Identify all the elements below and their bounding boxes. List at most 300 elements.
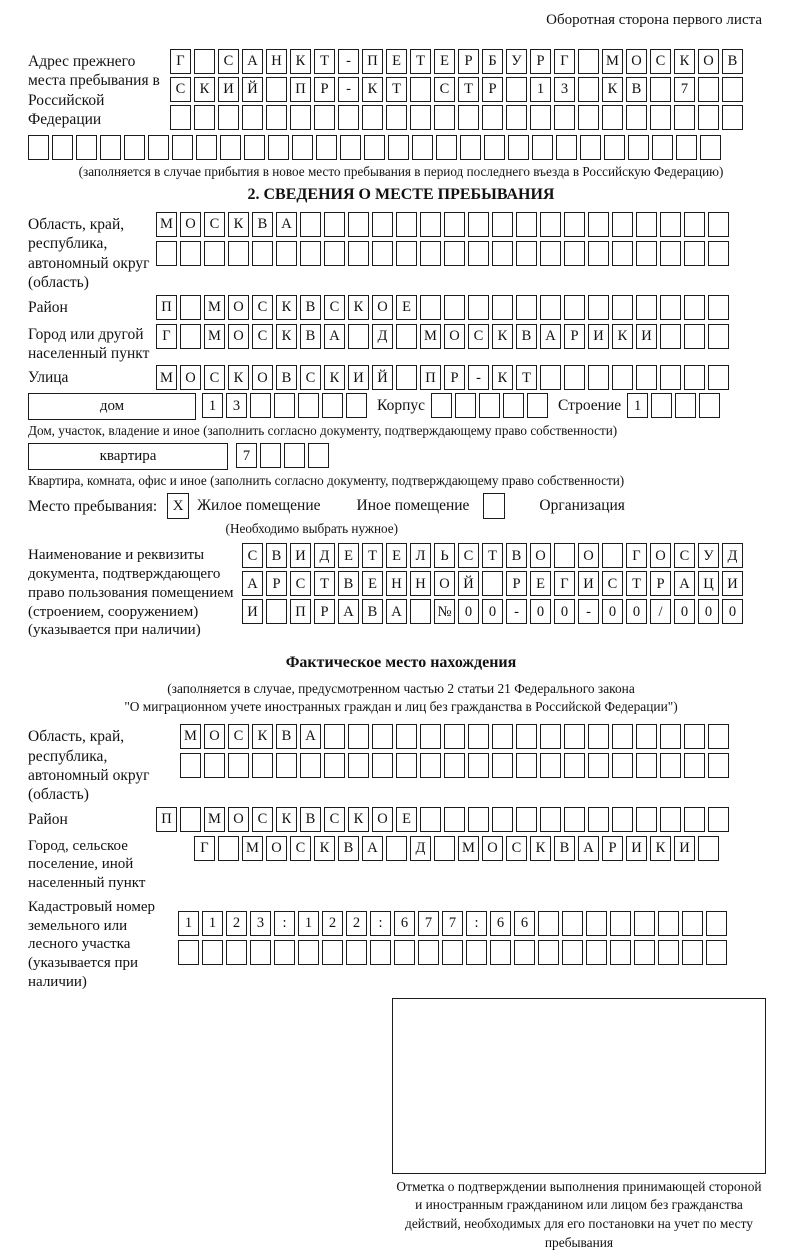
char-cell[interactable]: Р bbox=[314, 77, 335, 102]
char-cell[interactable]: 2 bbox=[226, 911, 247, 936]
char-cell[interactable] bbox=[674, 105, 695, 130]
char-cell[interactable] bbox=[682, 911, 703, 936]
char-cell[interactable]: Т bbox=[626, 571, 647, 596]
char-cell[interactable]: Т bbox=[458, 77, 479, 102]
char-cell[interactable] bbox=[466, 940, 487, 965]
char-cell[interactable] bbox=[420, 807, 441, 832]
char-cell[interactable] bbox=[484, 135, 505, 160]
char-cell[interactable]: С bbox=[324, 807, 345, 832]
char-cell[interactable] bbox=[346, 940, 367, 965]
char-cell[interactable] bbox=[508, 135, 529, 160]
char-cell[interactable]: - bbox=[506, 599, 527, 624]
char-cell[interactable]: / bbox=[650, 599, 671, 624]
char-cell[interactable]: К bbox=[674, 49, 695, 74]
char-cell[interactable] bbox=[636, 753, 657, 778]
char-cell[interactable]: Р bbox=[602, 836, 623, 861]
char-cell[interactable] bbox=[218, 836, 239, 861]
char-cell[interactable] bbox=[650, 105, 671, 130]
char-cell[interactable]: С bbox=[290, 571, 311, 596]
char-cell[interactable]: О bbox=[372, 807, 393, 832]
char-cell[interactable] bbox=[244, 135, 265, 160]
char-cell[interactable]: М bbox=[420, 324, 441, 349]
char-cell[interactable] bbox=[431, 393, 452, 418]
char-cell[interactable] bbox=[100, 135, 121, 160]
char-cell[interactable]: Е bbox=[434, 49, 455, 74]
char-cell[interactable] bbox=[514, 940, 535, 965]
char-cell[interactable]: А bbox=[386, 599, 407, 624]
char-cell[interactable]: О bbox=[228, 295, 249, 320]
char-cell[interactable]: 1 bbox=[178, 911, 199, 936]
char-cell[interactable] bbox=[612, 807, 633, 832]
char-cell[interactable] bbox=[722, 77, 743, 102]
char-cell[interactable] bbox=[394, 940, 415, 965]
char-cell[interactable] bbox=[660, 365, 681, 390]
char-cell[interactable] bbox=[706, 911, 727, 936]
char-cell[interactable]: Т bbox=[314, 49, 335, 74]
char-cell[interactable] bbox=[708, 365, 729, 390]
char-cell[interactable] bbox=[444, 212, 465, 237]
char-cell[interactable]: 0 bbox=[482, 599, 503, 624]
char-cell[interactable] bbox=[700, 135, 721, 160]
char-cell[interactable] bbox=[338, 105, 359, 130]
char-cell[interactable] bbox=[540, 365, 561, 390]
char-cell[interactable] bbox=[588, 365, 609, 390]
char-cell[interactable]: К bbox=[492, 324, 513, 349]
char-cell[interactable]: Р bbox=[266, 571, 287, 596]
char-cell[interactable]: С bbox=[602, 571, 623, 596]
char-cell[interactable] bbox=[636, 724, 657, 749]
char-cell[interactable] bbox=[194, 105, 215, 130]
char-cell[interactable]: У bbox=[506, 49, 527, 74]
char-cell[interactable] bbox=[554, 105, 575, 130]
char-cell[interactable] bbox=[250, 940, 271, 965]
char-cell[interactable]: 3 bbox=[554, 77, 575, 102]
char-cell[interactable]: 0 bbox=[458, 599, 479, 624]
char-cell[interactable] bbox=[564, 365, 585, 390]
char-cell[interactable] bbox=[468, 753, 489, 778]
char-cell[interactable] bbox=[492, 212, 513, 237]
char-cell[interactable]: 3 bbox=[250, 911, 271, 936]
char-cell[interactable]: С bbox=[458, 543, 479, 568]
char-cell[interactable]: М bbox=[156, 212, 177, 237]
char-cell[interactable]: Г bbox=[626, 543, 647, 568]
char-cell[interactable] bbox=[52, 135, 73, 160]
char-cell[interactable]: И bbox=[218, 77, 239, 102]
char-cell[interactable]: П bbox=[290, 599, 311, 624]
char-cell[interactable] bbox=[324, 241, 345, 266]
char-cell[interactable]: Д bbox=[722, 543, 743, 568]
char-cell[interactable] bbox=[410, 599, 431, 624]
char-cell[interactable] bbox=[684, 295, 705, 320]
char-cell[interactable] bbox=[626, 105, 647, 130]
char-cell[interactable] bbox=[660, 241, 681, 266]
char-cell[interactable]: О bbox=[252, 365, 273, 390]
char-cell[interactable]: Б bbox=[482, 49, 503, 74]
char-cell[interactable] bbox=[610, 940, 631, 965]
char-cell[interactable]: Т bbox=[362, 543, 383, 568]
char-cell[interactable] bbox=[300, 212, 321, 237]
char-cell[interactable]: Г bbox=[170, 49, 191, 74]
char-cell[interactable] bbox=[492, 241, 513, 266]
char-cell[interactable]: Е bbox=[338, 543, 359, 568]
char-cell[interactable]: М bbox=[204, 295, 225, 320]
char-cell[interactable] bbox=[540, 753, 561, 778]
char-cell[interactable]: С bbox=[468, 324, 489, 349]
char-cell[interactable]: 7 bbox=[418, 911, 439, 936]
char-cell[interactable]: И bbox=[242, 599, 263, 624]
char-cell[interactable] bbox=[298, 393, 319, 418]
char-cell[interactable]: Р bbox=[650, 571, 671, 596]
char-cell[interactable]: 1 bbox=[530, 77, 551, 102]
char-cell[interactable]: К bbox=[492, 365, 513, 390]
char-cell[interactable]: В bbox=[276, 365, 297, 390]
char-cell[interactable] bbox=[124, 135, 145, 160]
char-cell[interactable] bbox=[684, 241, 705, 266]
char-cell[interactable] bbox=[698, 836, 719, 861]
char-cell[interactable] bbox=[602, 105, 623, 130]
char-cell[interactable]: : bbox=[274, 911, 295, 936]
char-cell[interactable] bbox=[660, 295, 681, 320]
char-cell[interactable] bbox=[516, 753, 537, 778]
char-cell[interactable] bbox=[658, 911, 679, 936]
char-cell[interactable]: 1 bbox=[627, 393, 648, 418]
char-cell[interactable] bbox=[298, 940, 319, 965]
char-cell[interactable] bbox=[308, 443, 329, 468]
char-cell[interactable] bbox=[418, 940, 439, 965]
char-cell[interactable] bbox=[492, 724, 513, 749]
char-cell[interactable] bbox=[442, 940, 463, 965]
char-cell[interactable]: О bbox=[650, 543, 671, 568]
char-cell[interactable]: И bbox=[626, 836, 647, 861]
char-cell[interactable]: : bbox=[370, 911, 391, 936]
char-cell[interactable]: 3 bbox=[226, 393, 247, 418]
char-cell[interactable]: Л bbox=[410, 543, 431, 568]
char-cell[interactable] bbox=[652, 135, 673, 160]
char-cell[interactable]: О bbox=[626, 49, 647, 74]
char-cell[interactable]: 7 bbox=[674, 77, 695, 102]
char-cell[interactable]: Н bbox=[410, 571, 431, 596]
char-cell[interactable] bbox=[684, 807, 705, 832]
char-cell[interactable] bbox=[516, 724, 537, 749]
char-cell[interactable] bbox=[699, 393, 720, 418]
char-cell[interactable] bbox=[684, 212, 705, 237]
char-cell[interactable]: А bbox=[338, 599, 359, 624]
char-cell[interactable]: Р bbox=[444, 365, 465, 390]
char-cell[interactable]: В bbox=[300, 324, 321, 349]
char-cell[interactable] bbox=[612, 241, 633, 266]
char-cell[interactable]: К bbox=[348, 295, 369, 320]
char-cell[interactable]: Г bbox=[554, 571, 575, 596]
char-cell[interactable] bbox=[396, 241, 417, 266]
char-cell[interactable] bbox=[651, 393, 672, 418]
char-cell[interactable] bbox=[314, 105, 335, 130]
char-cell[interactable] bbox=[172, 135, 193, 160]
char-cell[interactable] bbox=[540, 241, 561, 266]
char-cell[interactable] bbox=[660, 753, 681, 778]
char-cell[interactable]: К bbox=[348, 807, 369, 832]
char-cell[interactable] bbox=[540, 724, 561, 749]
char-cell[interactable] bbox=[516, 212, 537, 237]
char-cell[interactable] bbox=[490, 940, 511, 965]
char-cell[interactable] bbox=[658, 940, 679, 965]
char-cell[interactable] bbox=[564, 724, 585, 749]
char-cell[interactable] bbox=[554, 543, 575, 568]
char-cell[interactable] bbox=[194, 49, 215, 74]
char-cell[interactable] bbox=[410, 105, 431, 130]
char-cell[interactable] bbox=[348, 212, 369, 237]
char-cell[interactable]: Д bbox=[372, 324, 393, 349]
char-cell[interactable] bbox=[346, 393, 367, 418]
char-cell[interactable] bbox=[684, 365, 705, 390]
char-cell[interactable]: 1 bbox=[202, 393, 223, 418]
char-cell[interactable]: К bbox=[290, 49, 311, 74]
char-cell[interactable]: 7 bbox=[236, 443, 257, 468]
char-cell[interactable]: Е bbox=[396, 295, 417, 320]
char-cell[interactable] bbox=[180, 295, 201, 320]
char-cell[interactable] bbox=[634, 911, 655, 936]
char-cell[interactable] bbox=[588, 212, 609, 237]
char-cell[interactable]: Е bbox=[530, 571, 551, 596]
char-cell[interactable]: С bbox=[506, 836, 527, 861]
char-cell[interactable]: А bbox=[674, 571, 695, 596]
char-cell[interactable]: О bbox=[434, 571, 455, 596]
char-cell[interactable] bbox=[564, 212, 585, 237]
char-cell[interactable]: 6 bbox=[514, 911, 535, 936]
char-cell[interactable]: Й bbox=[242, 77, 263, 102]
char-cell[interactable] bbox=[612, 724, 633, 749]
char-cell[interactable]: № bbox=[434, 599, 455, 624]
char-cell[interactable] bbox=[396, 724, 417, 749]
char-cell[interactable] bbox=[178, 940, 199, 965]
char-cell[interactable]: О bbox=[444, 324, 465, 349]
char-cell[interactable] bbox=[506, 105, 527, 130]
char-cell[interactable] bbox=[170, 105, 191, 130]
char-cell[interactable]: С bbox=[674, 543, 695, 568]
char-cell[interactable] bbox=[660, 724, 681, 749]
char-cell[interactable] bbox=[636, 807, 657, 832]
char-cell[interactable]: К bbox=[362, 77, 383, 102]
char-cell[interactable] bbox=[482, 105, 503, 130]
char-cell[interactable] bbox=[660, 212, 681, 237]
char-cell[interactable] bbox=[300, 241, 321, 266]
char-cell[interactable]: 2 bbox=[346, 911, 367, 936]
char-cell[interactable]: И bbox=[578, 571, 599, 596]
char-cell[interactable] bbox=[386, 105, 407, 130]
char-cell[interactable] bbox=[516, 241, 537, 266]
char-cell[interactable]: 0 bbox=[554, 599, 575, 624]
char-cell[interactable]: - bbox=[338, 49, 359, 74]
char-cell[interactable]: В bbox=[362, 599, 383, 624]
char-cell[interactable] bbox=[586, 911, 607, 936]
char-cell[interactable]: П bbox=[362, 49, 383, 74]
char-cell[interactable]: 1 bbox=[298, 911, 319, 936]
char-cell[interactable] bbox=[564, 241, 585, 266]
char-cell[interactable]: С bbox=[204, 212, 225, 237]
char-cell[interactable] bbox=[538, 911, 559, 936]
char-cell[interactable] bbox=[218, 105, 239, 130]
char-cell[interactable] bbox=[602, 543, 623, 568]
char-cell[interactable]: 1 bbox=[202, 911, 223, 936]
char-cell[interactable]: А bbox=[300, 724, 321, 749]
char-cell[interactable] bbox=[578, 105, 599, 130]
char-cell[interactable]: Й bbox=[458, 571, 479, 596]
char-cell[interactable] bbox=[396, 324, 417, 349]
char-cell[interactable]: Т bbox=[516, 365, 537, 390]
char-cell[interactable] bbox=[388, 135, 409, 160]
char-cell[interactable] bbox=[386, 836, 407, 861]
char-cell[interactable] bbox=[708, 324, 729, 349]
char-cell[interactable] bbox=[220, 135, 241, 160]
char-cell[interactable] bbox=[636, 365, 657, 390]
char-cell[interactable]: П bbox=[156, 295, 177, 320]
char-cell[interactable]: С bbox=[434, 77, 455, 102]
char-cell[interactable] bbox=[372, 753, 393, 778]
char-cell[interactable] bbox=[492, 807, 513, 832]
char-cell[interactable]: Г bbox=[554, 49, 575, 74]
char-cell[interactable]: 0 bbox=[722, 599, 743, 624]
char-cell[interactable]: В bbox=[300, 295, 321, 320]
char-cell[interactable]: В bbox=[276, 724, 297, 749]
char-cell[interactable]: 6 bbox=[490, 911, 511, 936]
char-cell[interactable]: П bbox=[290, 77, 311, 102]
char-cell[interactable]: М bbox=[204, 324, 225, 349]
char-cell[interactable]: И bbox=[722, 571, 743, 596]
char-cell[interactable] bbox=[444, 241, 465, 266]
char-cell[interactable]: К bbox=[612, 324, 633, 349]
char-cell[interactable] bbox=[202, 940, 223, 965]
char-cell[interactable]: Р bbox=[314, 599, 335, 624]
char-cell[interactable] bbox=[682, 940, 703, 965]
char-cell[interactable] bbox=[540, 212, 561, 237]
char-cell[interactable] bbox=[444, 753, 465, 778]
char-cell[interactable] bbox=[562, 940, 583, 965]
char-cell[interactable] bbox=[324, 212, 345, 237]
char-cell[interactable] bbox=[420, 241, 441, 266]
char-cell[interactable] bbox=[348, 241, 369, 266]
char-cell[interactable]: С bbox=[170, 77, 191, 102]
char-cell[interactable]: А bbox=[540, 324, 561, 349]
char-cell[interactable]: Т bbox=[314, 571, 335, 596]
char-cell[interactable] bbox=[564, 807, 585, 832]
char-cell[interactable]: О bbox=[180, 212, 201, 237]
char-cell[interactable] bbox=[588, 753, 609, 778]
char-cell[interactable] bbox=[684, 724, 705, 749]
char-cell[interactable] bbox=[538, 940, 559, 965]
char-cell[interactable]: С bbox=[300, 365, 321, 390]
char-cell[interactable] bbox=[708, 807, 729, 832]
char-cell[interactable] bbox=[348, 753, 369, 778]
char-cell[interactable] bbox=[708, 212, 729, 237]
char-cell[interactable] bbox=[180, 241, 201, 266]
char-cell[interactable] bbox=[370, 940, 391, 965]
char-cell[interactable]: 7 bbox=[442, 911, 463, 936]
char-cell[interactable]: С bbox=[324, 295, 345, 320]
char-cell[interactable]: О bbox=[180, 365, 201, 390]
char-cell[interactable] bbox=[556, 135, 577, 160]
char-cell[interactable]: В bbox=[266, 543, 287, 568]
char-cell[interactable] bbox=[468, 724, 489, 749]
char-cell[interactable] bbox=[322, 393, 343, 418]
char-cell[interactable]: К bbox=[602, 77, 623, 102]
char-cell[interactable] bbox=[444, 295, 465, 320]
char-cell[interactable] bbox=[362, 105, 383, 130]
char-cell[interactable] bbox=[268, 135, 289, 160]
char-cell[interactable] bbox=[348, 324, 369, 349]
char-cell[interactable] bbox=[540, 807, 561, 832]
char-cell[interactable] bbox=[322, 940, 343, 965]
char-cell[interactable] bbox=[564, 753, 585, 778]
char-cell[interactable]: И bbox=[674, 836, 695, 861]
char-cell[interactable] bbox=[564, 295, 585, 320]
char-cell[interactable]: В bbox=[252, 212, 273, 237]
char-cell[interactable]: С bbox=[252, 324, 273, 349]
char-cell[interactable]: - bbox=[338, 77, 359, 102]
char-cell[interactable] bbox=[204, 241, 225, 266]
char-cell[interactable]: М bbox=[242, 836, 263, 861]
char-cell[interactable] bbox=[276, 753, 297, 778]
char-cell[interactable]: Д bbox=[410, 836, 431, 861]
inoe-checkbox[interactable] bbox=[483, 493, 505, 519]
char-cell[interactable]: К bbox=[276, 295, 297, 320]
char-cell[interactable] bbox=[420, 724, 441, 749]
char-cell[interactable] bbox=[250, 393, 271, 418]
char-cell[interactable] bbox=[434, 836, 455, 861]
char-cell[interactable] bbox=[482, 571, 503, 596]
char-cell[interactable]: А bbox=[242, 49, 263, 74]
char-cell[interactable] bbox=[444, 724, 465, 749]
char-cell[interactable]: О bbox=[698, 49, 719, 74]
char-cell[interactable] bbox=[636, 295, 657, 320]
char-cell[interactable] bbox=[396, 365, 417, 390]
char-cell[interactable] bbox=[468, 212, 489, 237]
char-cell[interactable] bbox=[468, 241, 489, 266]
char-cell[interactable] bbox=[412, 135, 433, 160]
char-cell[interactable] bbox=[578, 77, 599, 102]
char-cell[interactable]: К bbox=[650, 836, 671, 861]
char-cell[interactable]: Н bbox=[266, 49, 287, 74]
char-cell[interactable] bbox=[410, 77, 431, 102]
char-cell[interactable]: В bbox=[338, 836, 359, 861]
char-cell[interactable] bbox=[516, 295, 537, 320]
char-cell[interactable] bbox=[684, 324, 705, 349]
char-cell[interactable] bbox=[156, 241, 177, 266]
char-cell[interactable] bbox=[290, 105, 311, 130]
char-cell[interactable]: Ц bbox=[698, 571, 719, 596]
char-cell[interactable] bbox=[650, 77, 671, 102]
char-cell[interactable] bbox=[586, 940, 607, 965]
char-cell[interactable] bbox=[612, 295, 633, 320]
char-cell[interactable]: Т bbox=[482, 543, 503, 568]
char-cell[interactable]: : bbox=[466, 911, 487, 936]
char-cell[interactable] bbox=[634, 940, 655, 965]
char-cell[interactable]: - bbox=[468, 365, 489, 390]
char-cell[interactable] bbox=[722, 105, 743, 130]
char-cell[interactable]: С bbox=[204, 365, 225, 390]
char-cell[interactable]: А bbox=[276, 212, 297, 237]
char-cell[interactable]: П bbox=[156, 807, 177, 832]
char-cell[interactable]: Е bbox=[386, 543, 407, 568]
char-cell[interactable] bbox=[698, 77, 719, 102]
char-cell[interactable]: Р bbox=[530, 49, 551, 74]
char-cell[interactable]: 6 bbox=[394, 911, 415, 936]
char-cell[interactable]: Е bbox=[362, 571, 383, 596]
char-cell[interactable]: У bbox=[698, 543, 719, 568]
char-cell[interactable]: К bbox=[314, 836, 335, 861]
char-cell[interactable] bbox=[324, 724, 345, 749]
char-cell[interactable]: 0 bbox=[698, 599, 719, 624]
char-cell[interactable]: К bbox=[530, 836, 551, 861]
char-cell[interactable]: О bbox=[482, 836, 503, 861]
